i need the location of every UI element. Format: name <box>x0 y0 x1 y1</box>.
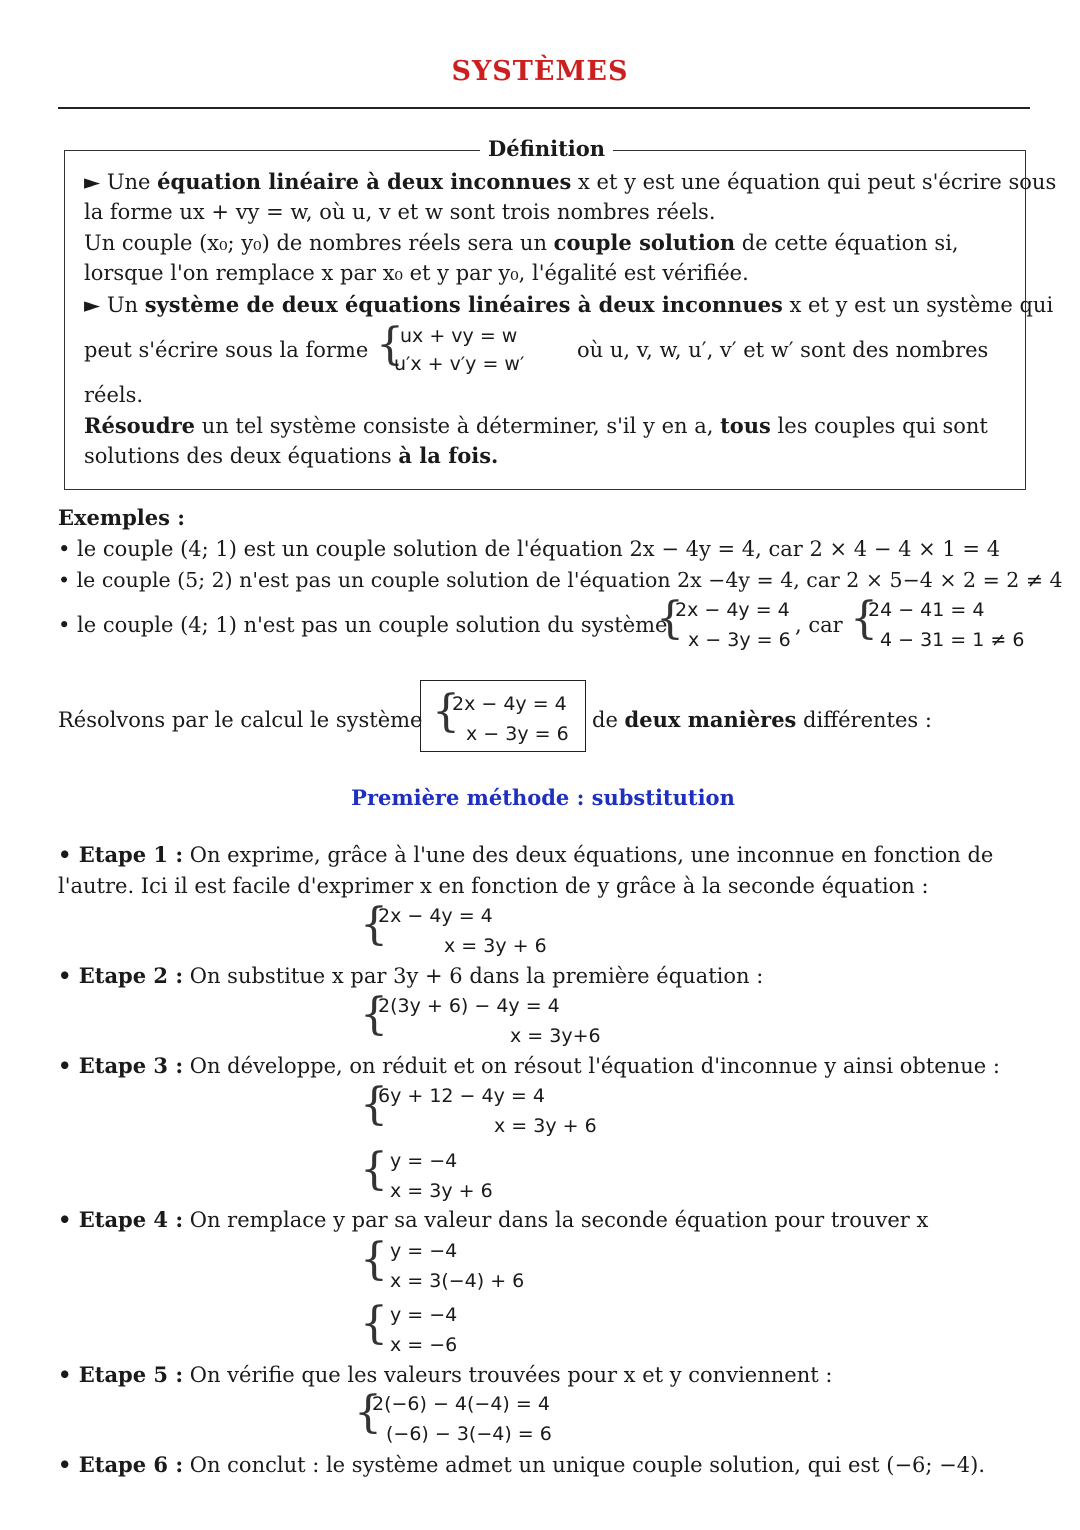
step-label: • Etape 5 : <box>58 1362 184 1387</box>
step-4-eq-2: x = 3(−4) + 6 <box>390 1270 525 1292</box>
step-5 <box>58 1360 832 1390</box>
method-title: Première méthode : substitution <box>351 785 735 810</box>
brace-icon: { <box>354 1387 382 1438</box>
boxed-eq-1: 2x − 4y = 4 <box>452 693 567 715</box>
page-title: SYSTÈMES <box>451 56 629 87</box>
title-rule <box>58 107 1030 109</box>
definition-line-7: réels. <box>84 383 144 407</box>
resolve-text: différentes : <box>796 708 932 732</box>
step-text: On conclut : le système admet un unique couple solution, qui est (−6; −4). <box>183 1453 985 1477</box>
definition-text: ► Une <box>84 170 158 194</box>
step-label: • Etape 4 : <box>58 1207 184 1232</box>
step-text: On développe, on réduit et on résout l'équation d'inconnue y ainsi obtenue : <box>183 1054 1000 1078</box>
definition-line-4: lorsque l'on remplace x par x₀ et y par y₀, l'égalité est vérifiée. <box>84 261 749 285</box>
step-3-eq-2: x = 3y + 6 <box>494 1115 597 1137</box>
step-text: On vérifie que les valeurs trouvées pour x et y conviennent : <box>183 1363 833 1387</box>
definition-bold: couple solution <box>553 230 736 255</box>
definition-text: x et y est un système qui <box>782 293 1054 317</box>
example-1: • le couple (4; 1) est un couple solution de l'équation 2x − 4y = 4, car 2 × 4 − 4 × 1 = 4 <box>58 537 1001 561</box>
brace-icon: { <box>432 686 460 737</box>
example-2: • le couple (5; 2) n'est pas un couple solution de l'équation 2x −4y = 4, car 2 × 5−4 × 2 = 2 ≠ 4 <box>58 568 1063 592</box>
definition-text: Un couple (x₀; y₀) de nombres réels sera un <box>84 231 554 255</box>
examples-heading: Exemples : <box>58 505 186 530</box>
definition-text: x et y est une équation qui peut s'écrire sous <box>571 170 1057 194</box>
step-2 <box>58 961 763 991</box>
brace-icon: { <box>360 1144 388 1195</box>
definition-line-5 <box>84 290 1053 320</box>
example-3: • le couple (4; 1) n'est pas un couple solution du système <box>58 613 668 637</box>
example-3-car: , car <box>795 613 843 637</box>
example-3-eq-2: x − 3y = 6 <box>688 629 791 651</box>
step-6 <box>58 1450 985 1480</box>
definition-line-6b: où u, v, w, u′, v′ et w′ sont des nombres <box>577 338 989 362</box>
definition-line-6a: peut s'écrire sous la forme <box>84 338 369 362</box>
step-text: On exprime, grâce à l'une des deux équations, une inconnue en fonction de <box>183 843 994 867</box>
step-2-eq-2: x = 3y+6 <box>510 1025 601 1047</box>
step-3-eq-1: 6y + 12 − 4y = 4 <box>378 1085 545 1107</box>
example-3-check-2: 4 − 31 = 1 ≠ 6 <box>880 629 1025 651</box>
step-2-eq-1: 2(3y + 6) − 4y = 4 <box>378 995 560 1017</box>
brace-icon: { <box>656 593 684 644</box>
resolve-text: de <box>592 708 625 732</box>
step-4-eq-1: y = −4 <box>390 1240 458 1262</box>
step-1-cont: l'autre. Ici il est facile d'exprimer x en fonction de y grâce à la seconde équation : <box>58 874 929 898</box>
step-1-eq-1: 2x − 4y = 4 <box>378 905 493 927</box>
brace-icon: { <box>850 593 878 644</box>
step-1-eq-2: x = 3y + 6 <box>444 935 547 957</box>
definition-text: un tel système consiste à déterminer, s'il y en a, <box>195 414 721 438</box>
step-3-eq-3: y = −4 <box>390 1150 458 1172</box>
brace-icon: { <box>376 319 404 370</box>
definition-text: de cette équation si, <box>735 231 959 255</box>
step-3 <box>58 1051 1000 1081</box>
definition-line-8 <box>84 411 988 441</box>
step-5-eq-1: 2(−6) − 4(−4) = 4 <box>372 1393 550 1415</box>
step-1 <box>58 840 993 870</box>
step-4-eq-4: x = −6 <box>390 1334 458 1356</box>
brace-icon: { <box>360 899 388 950</box>
step-4-eq-3: y = −4 <box>390 1304 458 1326</box>
step-text: On substitue x par 3y + 6 dans la première équation : <box>183 964 764 988</box>
step-label: • Etape 1 : <box>58 842 184 867</box>
definition-heading: Définition <box>480 136 613 161</box>
resolve-bold: deux manières <box>624 707 797 732</box>
step-5-eq-2: (−6) − 3(−4) = 6 <box>386 1423 552 1445</box>
definition-bold: à la fois. <box>398 443 499 468</box>
example-3-eq-1: 2x − 4y = 4 <box>675 599 790 621</box>
definition-line-2: la forme ux + vy = w, où u, v et w sont trois nombres réels. <box>84 200 716 224</box>
step-4 <box>58 1205 928 1235</box>
definition-bold: équation linéaire à deux inconnues <box>157 169 572 194</box>
brace-icon: { <box>360 1298 388 1349</box>
definition-text: ► Un <box>84 293 145 317</box>
definition-bold: système de deux équations linéaires à deux inconnues <box>144 292 783 317</box>
boxed-eq-2: x − 3y = 6 <box>466 723 569 745</box>
resolve-text: Résolvons par le calcul le système <box>58 708 423 732</box>
definition-line-1 <box>84 167 1056 197</box>
definition-line-9 <box>84 441 498 471</box>
brace-icon: { <box>360 1234 388 1285</box>
resolve-suffix <box>592 705 932 735</box>
brace-icon: { <box>360 989 388 1040</box>
definition-text: les couples qui sont <box>770 414 988 438</box>
definition-line-3 <box>84 228 959 258</box>
step-3-eq-4: x = 3y + 6 <box>390 1180 493 1202</box>
system-eq-1: ux + vy = w <box>400 325 518 347</box>
brace-icon: { <box>360 1079 388 1130</box>
step-label: • Etape 6 : <box>58 1452 184 1477</box>
definition-bold: Résoudre <box>84 413 196 438</box>
definition-bold: tous <box>720 413 771 438</box>
system-eq-2: u′x + v′y = w′ <box>394 353 525 375</box>
example-3-check-1: 24 − 41 = 4 <box>868 599 985 621</box>
step-label: • Etape 2 : <box>58 963 184 988</box>
step-label: • Etape 3 : <box>58 1053 184 1078</box>
definition-text: solutions des deux équations <box>84 444 399 468</box>
step-text: On remplace y par sa valeur dans la seconde équation pour trouver x <box>183 1208 929 1232</box>
